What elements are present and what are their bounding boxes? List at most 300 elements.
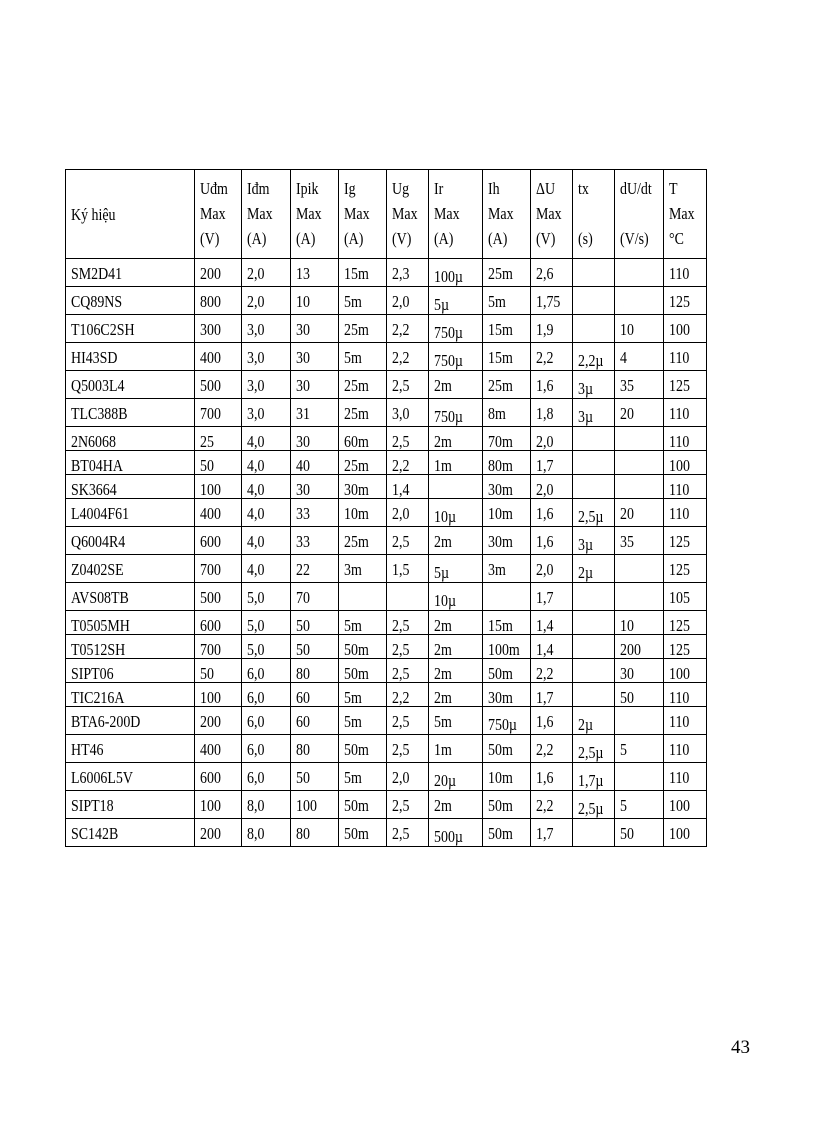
table-cell: 8,0 <box>242 791 291 819</box>
table-row <box>66 659 707 683</box>
table-cell: 30m <box>483 475 531 499</box>
table-row <box>66 763 707 791</box>
column-header: Iđm Max (A) <box>242 170 291 259</box>
table-cell: 600 <box>195 611 242 635</box>
table-cell: 40 <box>291 451 339 475</box>
table-cell: 50 <box>615 683 664 707</box>
table-cell: 400 <box>195 735 242 763</box>
table-cell: 1,6 <box>531 527 573 555</box>
table-cell: 60m <box>339 427 387 451</box>
table-row <box>66 555 707 583</box>
table-cell: 30 <box>291 315 339 343</box>
table-cell: 125 <box>664 555 707 583</box>
part-number-cell: AVS08TB <box>66 583 195 611</box>
table-cell: 2,5 <box>387 659 429 683</box>
table-cell: 100m <box>483 635 531 659</box>
table-cell: 2m <box>429 427 483 451</box>
table-cell: 5,0 <box>242 635 291 659</box>
table-cell: 50 <box>291 635 339 659</box>
table-cell: 5,0 <box>242 611 291 635</box>
table-cell: 1,7 <box>531 583 573 611</box>
table-cell: 6,0 <box>242 735 291 763</box>
table-cell <box>339 583 387 611</box>
table-cell: 2,5 <box>387 427 429 451</box>
table-cell: 4 <box>615 343 664 371</box>
column-header: Uđm Max (V) <box>195 170 242 259</box>
table-cell: 750µ <box>429 399 483 427</box>
table-cell: 10µ <box>429 583 483 611</box>
table-cell <box>483 583 531 611</box>
table-cell: 110 <box>664 499 707 527</box>
table-cell: 8,0 <box>242 819 291 847</box>
part-number-cell: T0512SH <box>66 635 195 659</box>
table-cell: 100 <box>664 791 707 819</box>
table-cell: 2,5 <box>387 819 429 847</box>
part-number-cell: TLC388B <box>66 399 195 427</box>
part-number-cell: Q6004R4 <box>66 527 195 555</box>
table-cell: 2,0 <box>531 555 573 583</box>
table-cell: 22 <box>291 555 339 583</box>
table-cell: 2,0 <box>242 287 291 315</box>
part-number-cell: BTA6-200D <box>66 707 195 735</box>
table-cell: 125 <box>664 635 707 659</box>
table-cell: 1m <box>429 735 483 763</box>
table-cell: 200 <box>195 259 242 287</box>
table-cell: 30m <box>339 475 387 499</box>
table-cell: 2,6 <box>531 259 573 287</box>
table-cell <box>573 427 615 451</box>
table-cell: 2,5 <box>387 371 429 399</box>
table-cell <box>615 707 664 735</box>
table-cell <box>573 315 615 343</box>
table-row <box>66 343 707 371</box>
table-cell: 1,4 <box>531 635 573 659</box>
part-number-cell: T0505MH <box>66 611 195 635</box>
table-cell: 30m <box>483 527 531 555</box>
table-cell: 2,2µ <box>573 343 615 371</box>
table-row <box>66 527 707 555</box>
table-cell: 2µ <box>573 555 615 583</box>
table-cell: 1,8 <box>531 399 573 427</box>
table-cell: 2,2 <box>387 683 429 707</box>
table-cell: 15m <box>483 315 531 343</box>
table-cell: 15m <box>483 611 531 635</box>
table-cell: 50 <box>291 611 339 635</box>
part-number-cell: L6006L5V <box>66 763 195 791</box>
table-row <box>66 371 707 399</box>
column-header: ΔU Max (V) <box>531 170 573 259</box>
table-cell: 2m <box>429 791 483 819</box>
table-cell: 30 <box>291 427 339 451</box>
table-cell: 110 <box>664 763 707 791</box>
table-cell: 30 <box>291 371 339 399</box>
table-cell: 2m <box>429 527 483 555</box>
table-cell: 2,0 <box>531 427 573 451</box>
table-cell: 25m <box>339 527 387 555</box>
table-cell: 5m <box>339 611 387 635</box>
table-cell: 10 <box>291 287 339 315</box>
table-cell <box>615 287 664 315</box>
table-cell <box>573 659 615 683</box>
table-cell: 1,6 <box>531 499 573 527</box>
table-cell: 50m <box>339 659 387 683</box>
table-cell: 800 <box>195 287 242 315</box>
table-cell: 20µ <box>429 763 483 791</box>
table-cell: 5µ <box>429 555 483 583</box>
table-cell: 2m <box>429 635 483 659</box>
table-cell: 2,5µ <box>573 791 615 819</box>
table-cell: 1,6 <box>531 763 573 791</box>
table-cell: 35 <box>615 371 664 399</box>
table-row <box>66 315 707 343</box>
part-number-cell: BT04HA <box>66 451 195 475</box>
table-cell: 125 <box>664 371 707 399</box>
table-cell <box>573 475 615 499</box>
table-cell: 100 <box>664 659 707 683</box>
table-cell: 110 <box>664 475 707 499</box>
table-cell: 3,0 <box>242 399 291 427</box>
table-cell: 125 <box>664 527 707 555</box>
table-cell: 2,0 <box>387 763 429 791</box>
table-cell: 25 <box>195 427 242 451</box>
table-cell: 2,5 <box>387 635 429 659</box>
table-cell: 110 <box>664 683 707 707</box>
column-header: Ir Max (A) <box>429 170 483 259</box>
table-row <box>66 475 707 499</box>
column-header: Ih Max (A) <box>483 170 531 259</box>
table-cell: 35 <box>615 527 664 555</box>
table-cell: 100 <box>664 315 707 343</box>
part-number-cell: CQ89NS <box>66 287 195 315</box>
table-row <box>66 683 707 707</box>
table-cell: 1,7 <box>531 683 573 707</box>
table-cell: 1,7 <box>531 451 573 475</box>
table-cell: 6,0 <box>242 707 291 735</box>
table-cell: 750µ <box>429 315 483 343</box>
table-cell <box>429 475 483 499</box>
table-cell: 750µ <box>429 343 483 371</box>
table-row <box>66 635 707 659</box>
table-cell: 50 <box>291 763 339 791</box>
table-cell: 5,0 <box>242 583 291 611</box>
part-number-cell: HT46 <box>66 735 195 763</box>
table-cell <box>573 611 615 635</box>
table-cell: 50 <box>195 451 242 475</box>
table-cell: 200 <box>615 635 664 659</box>
table-cell: 400 <box>195 343 242 371</box>
table-cell: 500 <box>195 371 242 399</box>
table-cell: 50m <box>339 735 387 763</box>
table-row <box>66 791 707 819</box>
table-cell: 80 <box>291 735 339 763</box>
table-cell: 5m <box>483 287 531 315</box>
table-cell: 600 <box>195 527 242 555</box>
part-number-cell: Z0402SE <box>66 555 195 583</box>
table-cell: 10m <box>339 499 387 527</box>
table-cell: 5m <box>339 707 387 735</box>
table-cell: 50m <box>483 819 531 847</box>
table-row <box>66 259 707 287</box>
table-cell: 5 <box>615 735 664 763</box>
table-cell: 1m <box>429 451 483 475</box>
table-cell: 13 <box>291 259 339 287</box>
table-cell: 700 <box>195 635 242 659</box>
part-number-cell: SIPT18 <box>66 791 195 819</box>
table-cell: 25m <box>339 315 387 343</box>
table-cell: 2,2 <box>531 735 573 763</box>
table-cell: 110 <box>664 343 707 371</box>
table-cell <box>615 259 664 287</box>
table-cell: 5m <box>339 763 387 791</box>
table-cell: 1,7 <box>531 819 573 847</box>
table-cell: 80m <box>483 451 531 475</box>
table-cell: 700 <box>195 555 242 583</box>
table-cell: 50m <box>339 819 387 847</box>
table-cell: 2,5 <box>387 611 429 635</box>
part-number-cell: TIC216A <box>66 683 195 707</box>
table-cell: 4,0 <box>242 451 291 475</box>
table-cell: 125 <box>664 611 707 635</box>
table-cell: 5m <box>339 683 387 707</box>
table-cell: 33 <box>291 527 339 555</box>
table-cell: 5m <box>339 343 387 371</box>
table-cell: 60 <box>291 683 339 707</box>
table-cell <box>387 583 429 611</box>
table-row <box>66 583 707 611</box>
table-cell: 50m <box>483 659 531 683</box>
table-cell <box>615 427 664 451</box>
column-header: Ug Max (V) <box>387 170 429 259</box>
table-cell: 3,0 <box>387 399 429 427</box>
table-row <box>66 707 707 735</box>
table-cell: 2,5 <box>387 791 429 819</box>
table-cell <box>615 763 664 791</box>
table-row <box>66 499 707 527</box>
table-cell: 200 <box>195 819 242 847</box>
table-cell: 60 <box>291 707 339 735</box>
table-cell: 2,2 <box>387 451 429 475</box>
table-cell: 3,0 <box>242 343 291 371</box>
table-cell: 110 <box>664 427 707 451</box>
table-cell: 8m <box>483 399 531 427</box>
table-cell: 70 <box>291 583 339 611</box>
table-cell: 100 <box>664 819 707 847</box>
table-cell: 1,4 <box>387 475 429 499</box>
table-cell: 3m <box>483 555 531 583</box>
part-number-cell: SM2D41 <box>66 259 195 287</box>
table-cell: 2,2 <box>387 343 429 371</box>
table-cell: 5µ <box>429 287 483 315</box>
part-number-cell: SIPT06 <box>66 659 195 683</box>
table-cell: 2,5µ <box>573 735 615 763</box>
table-row <box>66 611 707 635</box>
part-number-cell: T106C2SH <box>66 315 195 343</box>
table-cell: 3µ <box>573 399 615 427</box>
table-cell: 50m <box>483 735 531 763</box>
table-cell: 30m <box>483 683 531 707</box>
part-number-cell: HI43SD <box>66 343 195 371</box>
table-cell: 2m <box>429 371 483 399</box>
table-cell: 600 <box>195 763 242 791</box>
table-cell: 25m <box>483 259 531 287</box>
table-cell: 100 <box>195 683 242 707</box>
table-cell: 100 <box>291 791 339 819</box>
table-cell <box>615 583 664 611</box>
table-row <box>66 287 707 315</box>
table-cell: 25m <box>339 371 387 399</box>
thyristor-spec-table <box>65 169 707 847</box>
table-cell: 300 <box>195 315 242 343</box>
table-cell: 200 <box>195 707 242 735</box>
table-cell: 100 <box>195 475 242 499</box>
table-cell: 4,0 <box>242 555 291 583</box>
table-cell: 15m <box>339 259 387 287</box>
table-cell <box>573 259 615 287</box>
table-cell: 1,4 <box>531 611 573 635</box>
table-cell <box>615 555 664 583</box>
table-row <box>66 735 707 763</box>
table-cell <box>573 451 615 475</box>
table-cell: 31 <box>291 399 339 427</box>
table-cell: 2,2 <box>531 343 573 371</box>
table-cell: 700 <box>195 399 242 427</box>
table-cell: 3,0 <box>242 371 291 399</box>
table-cell: 10 <box>615 611 664 635</box>
table-cell: 3µ <box>573 527 615 555</box>
table-cell: 100 <box>195 791 242 819</box>
table-cell: 500 <box>195 583 242 611</box>
table-cell: 50m <box>483 791 531 819</box>
table-cell <box>615 451 664 475</box>
table-cell: 100µ <box>429 259 483 287</box>
table-cell <box>573 287 615 315</box>
table-cell <box>573 683 615 707</box>
table-cell: 2,5 <box>387 707 429 735</box>
table-cell: 1,75 <box>531 287 573 315</box>
part-number-cell: Q5003L4 <box>66 371 195 399</box>
table-cell: 6,0 <box>242 683 291 707</box>
table-cell: 110 <box>664 399 707 427</box>
table-cell: 4,0 <box>242 475 291 499</box>
table-cell: 110 <box>664 735 707 763</box>
table-cell: 10m <box>483 763 531 791</box>
table-cell: 30 <box>291 343 339 371</box>
table-cell: 110 <box>664 707 707 735</box>
table-cell <box>573 635 615 659</box>
column-header: tx (s) <box>573 170 615 259</box>
table-cell: 6,0 <box>242 763 291 791</box>
table-cell: 2m <box>429 659 483 683</box>
table-cell: 2m <box>429 611 483 635</box>
table-cell: 5m <box>429 707 483 735</box>
table-cell: 2,5 <box>387 527 429 555</box>
table-cell: 10µ <box>429 499 483 527</box>
table-cell: 1,9 <box>531 315 573 343</box>
table-cell: 25m <box>339 451 387 475</box>
part-number-cell: 2N6068 <box>66 427 195 451</box>
table-cell: 80 <box>291 819 339 847</box>
table-cell: 400 <box>195 499 242 527</box>
page-number: 43 <box>731 1037 750 1058</box>
table-cell: 2,2 <box>531 659 573 683</box>
table-cell: 750µ <box>483 707 531 735</box>
column-header: Ký hiệu <box>66 170 195 259</box>
table-cell: 2,5 <box>387 735 429 763</box>
table-cell: 50 <box>195 659 242 683</box>
table-cell: 100 <box>664 451 707 475</box>
table-cell: 4,0 <box>242 527 291 555</box>
table-cell: 70m <box>483 427 531 451</box>
table-cell: 50m <box>339 635 387 659</box>
part-number-cell: SK3664 <box>66 475 195 499</box>
table-cell: 2,2 <box>531 791 573 819</box>
table-cell: 6,0 <box>242 659 291 683</box>
table-cell: 4,0 <box>242 427 291 451</box>
table-cell: 2,3 <box>387 259 429 287</box>
table-cell: 20 <box>615 399 664 427</box>
table-cell: 2,2 <box>387 315 429 343</box>
table-cell: 1,7µ <box>573 763 615 791</box>
table-cell: 1,6 <box>531 371 573 399</box>
table-cell: 500µ <box>429 819 483 847</box>
table-cell: 33 <box>291 499 339 527</box>
table-row <box>66 451 707 475</box>
table-cell <box>615 475 664 499</box>
part-number-cell: SC142B <box>66 819 195 847</box>
column-header: Ipik Max (A) <box>291 170 339 259</box>
table-cell: 20 <box>615 499 664 527</box>
table-cell: 10m <box>483 499 531 527</box>
table-cell: 105 <box>664 583 707 611</box>
table-cell: 1,6 <box>531 707 573 735</box>
table-cell: 4,0 <box>242 499 291 527</box>
table-cell: 3µ <box>573 371 615 399</box>
table-cell: 5m <box>339 287 387 315</box>
table-cell: 80 <box>291 659 339 683</box>
table-cell: 5 <box>615 791 664 819</box>
table-cell: 110 <box>664 259 707 287</box>
table-cell: 2,5µ <box>573 499 615 527</box>
table-cell: 50 <box>615 819 664 847</box>
column-header: Ig Max (A) <box>339 170 387 259</box>
table-cell: 15m <box>483 343 531 371</box>
table-cell: 2µ <box>573 707 615 735</box>
table-cell <box>573 583 615 611</box>
table-cell: 50m <box>339 791 387 819</box>
table-cell: 30 <box>291 475 339 499</box>
table-cell: 2,0 <box>242 259 291 287</box>
table-row <box>66 427 707 451</box>
table-cell: 2,0 <box>387 287 429 315</box>
table-cell: 2,0 <box>531 475 573 499</box>
table-cell: 3m <box>339 555 387 583</box>
table-cell: 10 <box>615 315 664 343</box>
table-body <box>66 259 707 847</box>
table-cell: 25m <box>483 371 531 399</box>
column-header: dU/dt (V/s) <box>615 170 664 259</box>
table-cell <box>573 819 615 847</box>
column-header: T Max °C <box>664 170 707 259</box>
table-row <box>66 819 707 847</box>
table-cell: 2m <box>429 683 483 707</box>
table-cell: 3,0 <box>242 315 291 343</box>
table-row <box>66 399 707 427</box>
table-cell: 2,0 <box>387 499 429 527</box>
table-cell: 25m <box>339 399 387 427</box>
table-cell: 125 <box>664 287 707 315</box>
part-number-cell: L4004F61 <box>66 499 195 527</box>
header-row <box>66 170 707 259</box>
